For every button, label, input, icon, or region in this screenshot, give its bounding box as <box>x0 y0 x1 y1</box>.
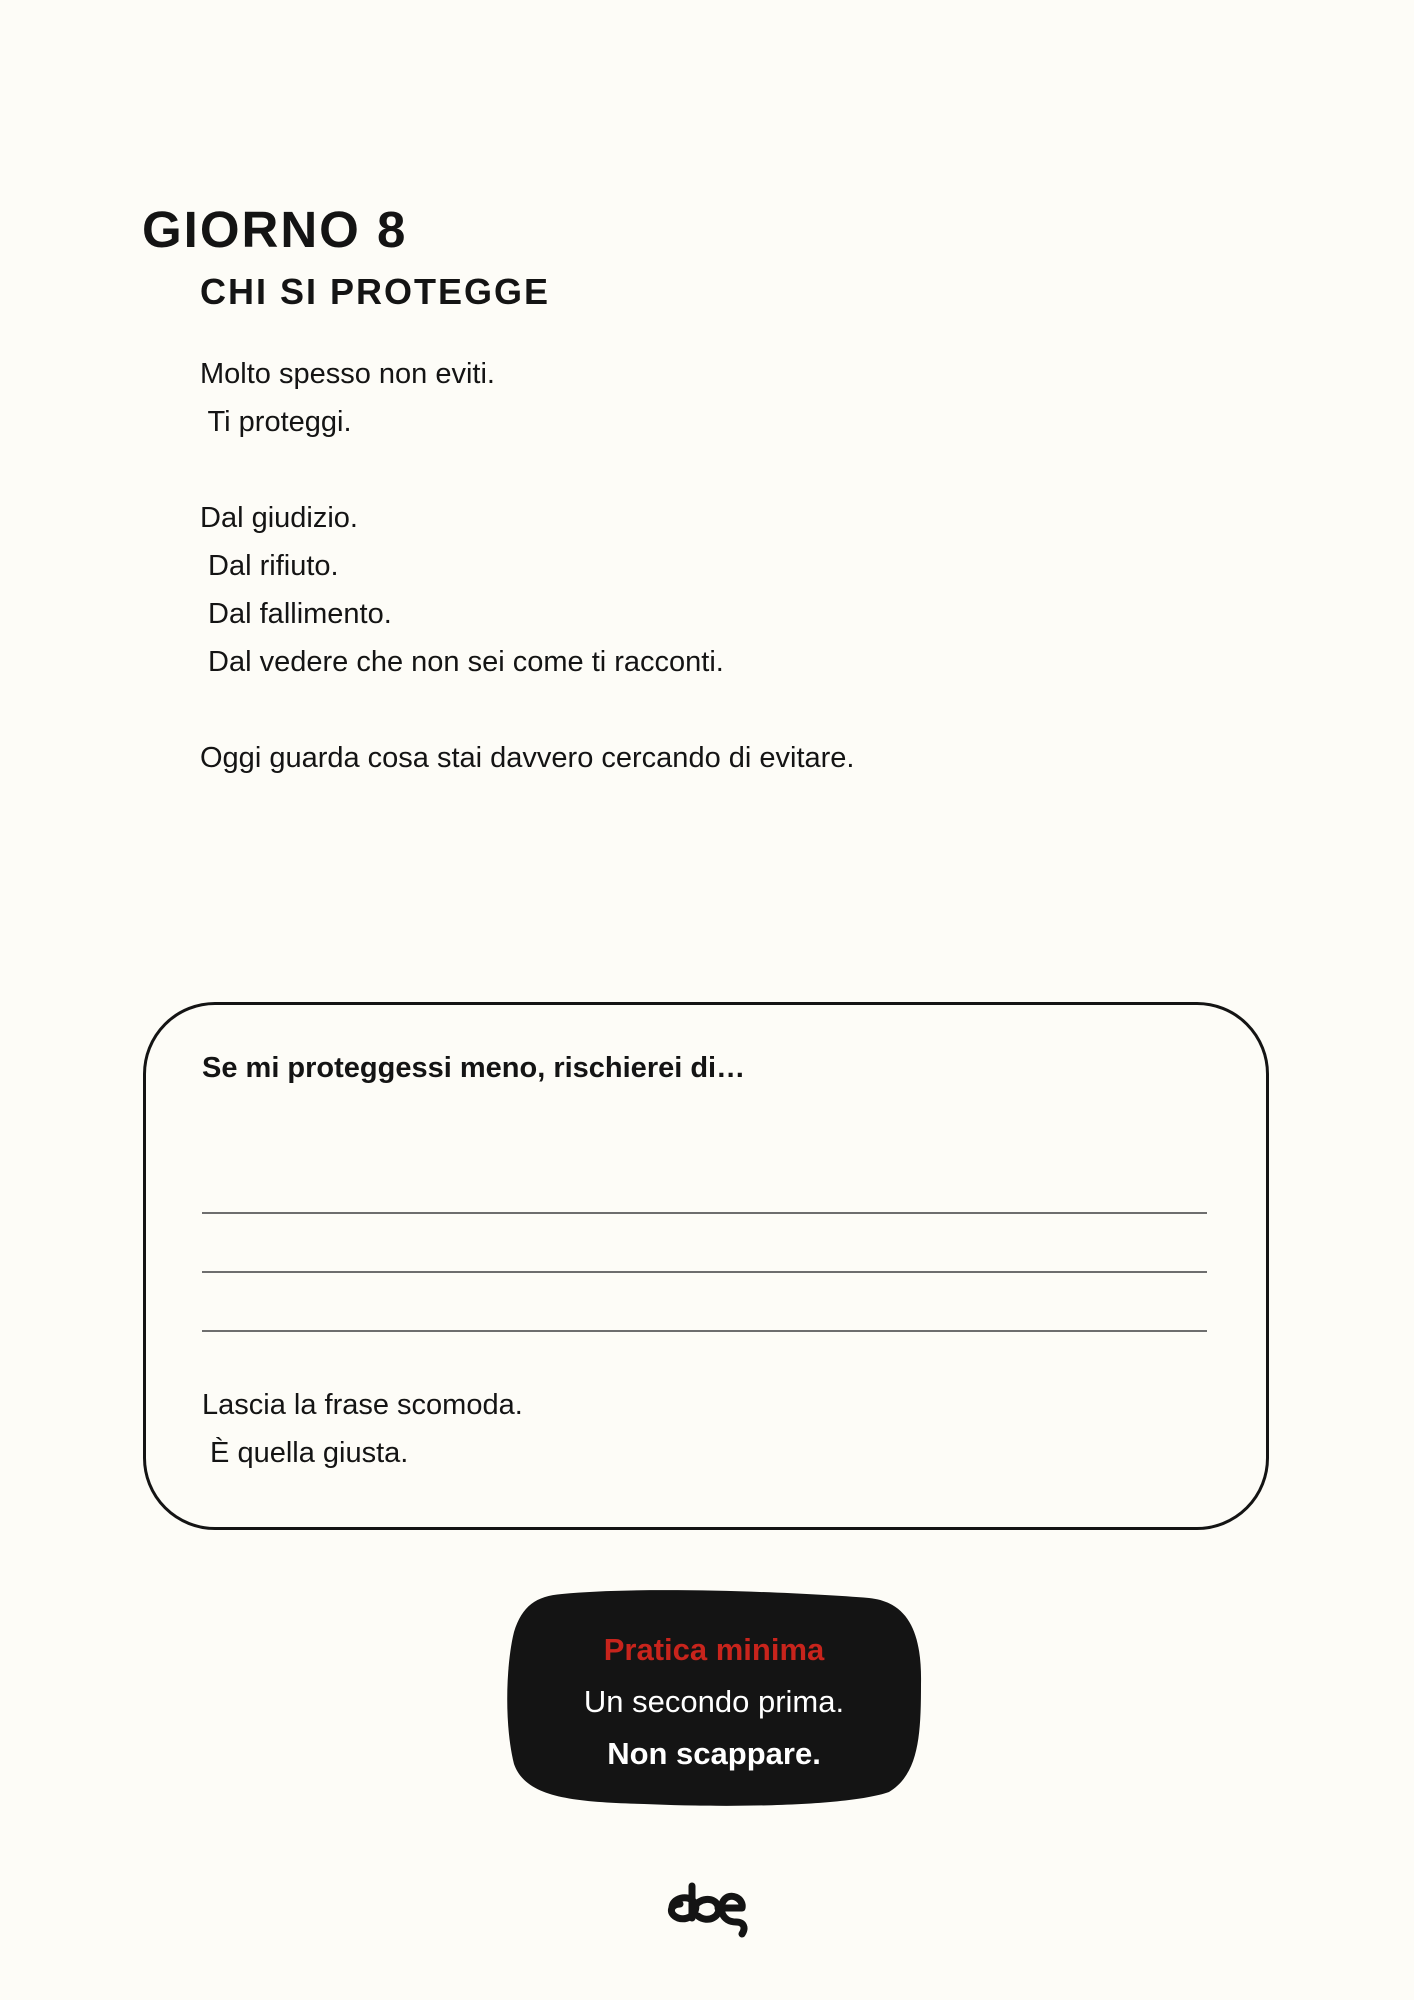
paragraph-gap <box>200 446 1200 494</box>
intro-line: Oggi guarda cosa stai davvero cercando di evitare. <box>200 742 855 774</box>
intro-line: Molto spesso non eviti. <box>200 358 495 390</box>
practice-line: Un secondo prima. <box>583 1684 845 1719</box>
writing-line[interactable] <box>202 1271 1207 1273</box>
practice-text <box>504 1624 924 1780</box>
writing-box <box>143 1002 1269 1530</box>
intro-line: Dal fallimento. <box>200 598 392 630</box>
day-title: GIORNO 8 <box>142 201 408 258</box>
intro-line: Ti proteggi. <box>200 406 352 438</box>
intro-line: Dal vedere che non sei come ti racconti. <box>200 646 724 678</box>
closing-text <box>202 1381 523 1477</box>
practice-badge <box>504 1584 924 1810</box>
intro-line: Dal giudizio. <box>200 502 358 534</box>
paragraph-gap <box>200 686 1200 734</box>
writing-line[interactable] <box>202 1212 1207 1214</box>
brand-logo-mark <box>664 1878 750 1938</box>
closing-line: Lascia la frase scomoda. <box>202 1389 523 1421</box>
intro-line: Dal rifiuto. <box>200 550 339 582</box>
brand-logo-icon <box>664 1878 750 1938</box>
writing-prompt: Se mi proteggessi meno, rischierei di… <box>202 1052 746 1084</box>
practice-emphasis: Non scappare. <box>607 1736 821 1771</box>
writing-line[interactable] <box>202 1330 1207 1332</box>
closing-line: È quella giusta. <box>202 1437 409 1469</box>
intro-text <box>200 350 1200 782</box>
practice-title: Pratica minima <box>603 1632 825 1667</box>
day-subtitle: CHI SI PROTEGGE <box>200 271 551 312</box>
